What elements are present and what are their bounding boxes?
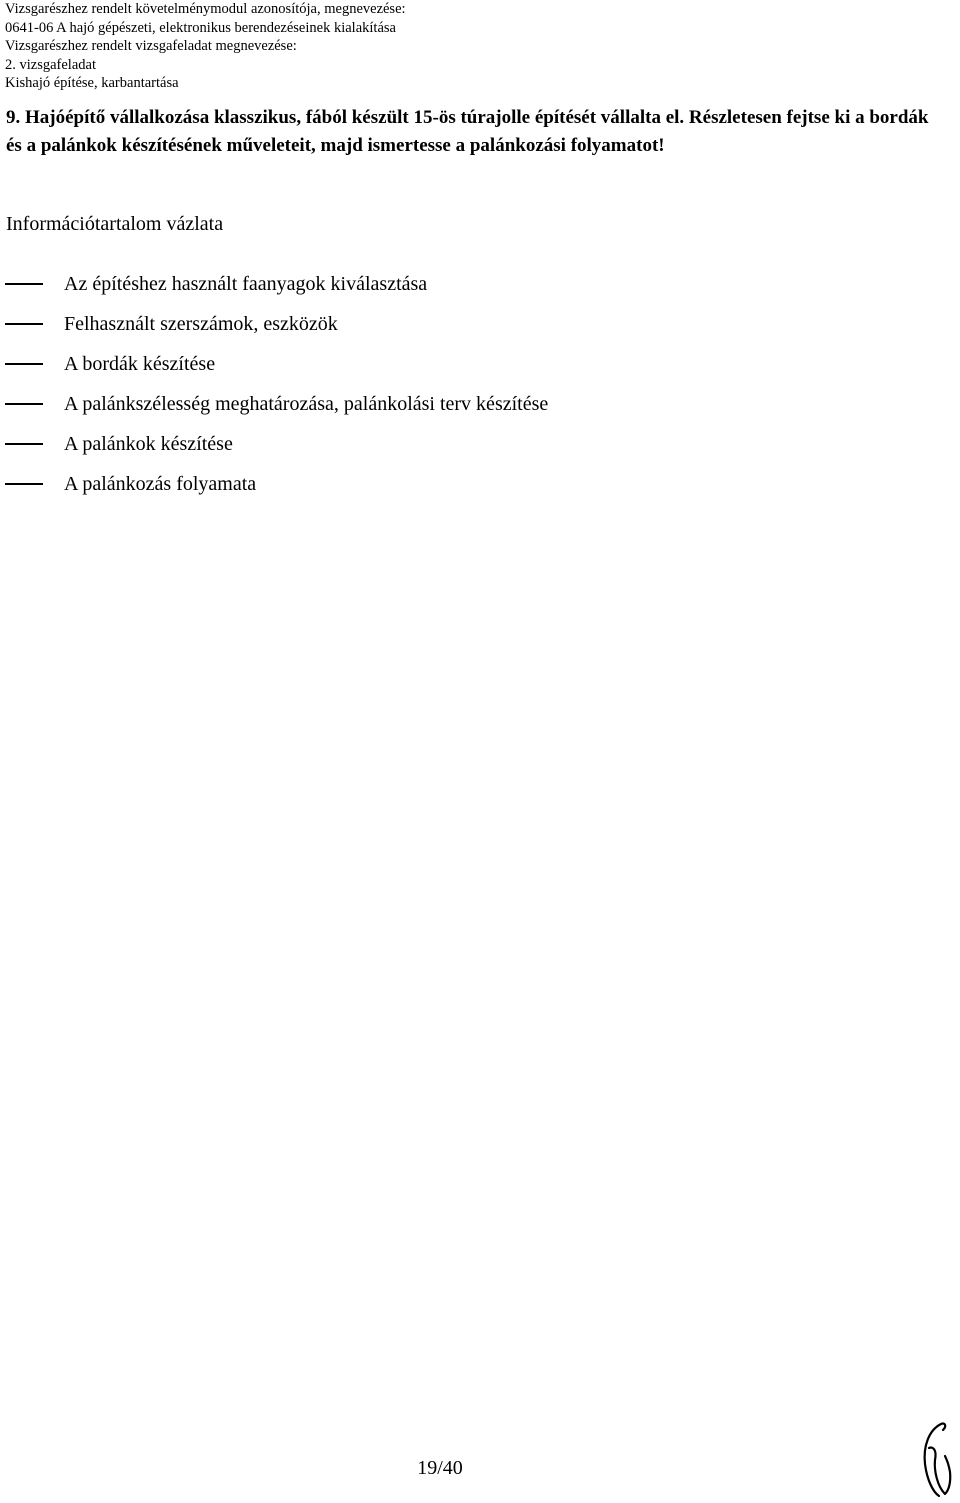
dash-bullet-icon bbox=[5, 323, 43, 325]
outline-item bbox=[0, 344, 940, 384]
outline-item-text: A palánkozás folyamata bbox=[64, 473, 257, 495]
outline-item-text: A palánkszélesség meghatározása, palánkolási terv készítése bbox=[64, 393, 549, 415]
outline-item-text: Az építéshez használt faanyagok kiválasztása bbox=[64, 273, 428, 295]
outline-item-text: A bordák készítése bbox=[64, 353, 216, 375]
header-module-name: 0641-06 A hajó gépészeti, elektronikus berendezéseinek kialakítása bbox=[5, 19, 396, 36]
page-number: 19/40 bbox=[417, 1457, 463, 1479]
dash-bullet-icon bbox=[5, 483, 43, 485]
dash-bullet-icon bbox=[5, 283, 43, 285]
outline-list bbox=[0, 264, 940, 504]
outline-item-text: Felhasznált szerszámok, eszközök bbox=[64, 313, 338, 335]
document-header bbox=[5, 0, 945, 93]
outline-item bbox=[0, 264, 940, 304]
header-task-name: Kishajó építése, karbantartása bbox=[5, 75, 179, 92]
signature-icon bbox=[915, 1420, 957, 1500]
header-task-number: 2. vizsgafeladat bbox=[5, 56, 96, 73]
header-task-label: Vizsgarészhez rendelt vizsgafeladat megnevezése: bbox=[5, 38, 297, 55]
dash-bullet-icon bbox=[5, 403, 43, 405]
dash-bullet-icon bbox=[5, 443, 43, 445]
outline-item bbox=[0, 424, 940, 464]
outline-item bbox=[0, 304, 940, 344]
outline-title: Információtartalom vázlata bbox=[6, 213, 224, 235]
header-module-label: Vizsgarészhez rendelt követelménymodul azonosítója, megnevezése: bbox=[5, 1, 406, 17]
dash-bullet-icon bbox=[5, 363, 43, 365]
outline-item-text: A palánkok készítése bbox=[64, 433, 233, 455]
outline-item bbox=[0, 384, 940, 424]
question-text: 9. Hajóépítő vállalkozása klasszikus, fából készült 15-ös túrajolle építését vállalta el. Részletesen fejtse ki a bordák és a palánkok készítésének műveleteit, majd ismertesse a palánkozási folyamatot! bbox=[6, 107, 929, 156]
outline-item bbox=[0, 464, 940, 504]
